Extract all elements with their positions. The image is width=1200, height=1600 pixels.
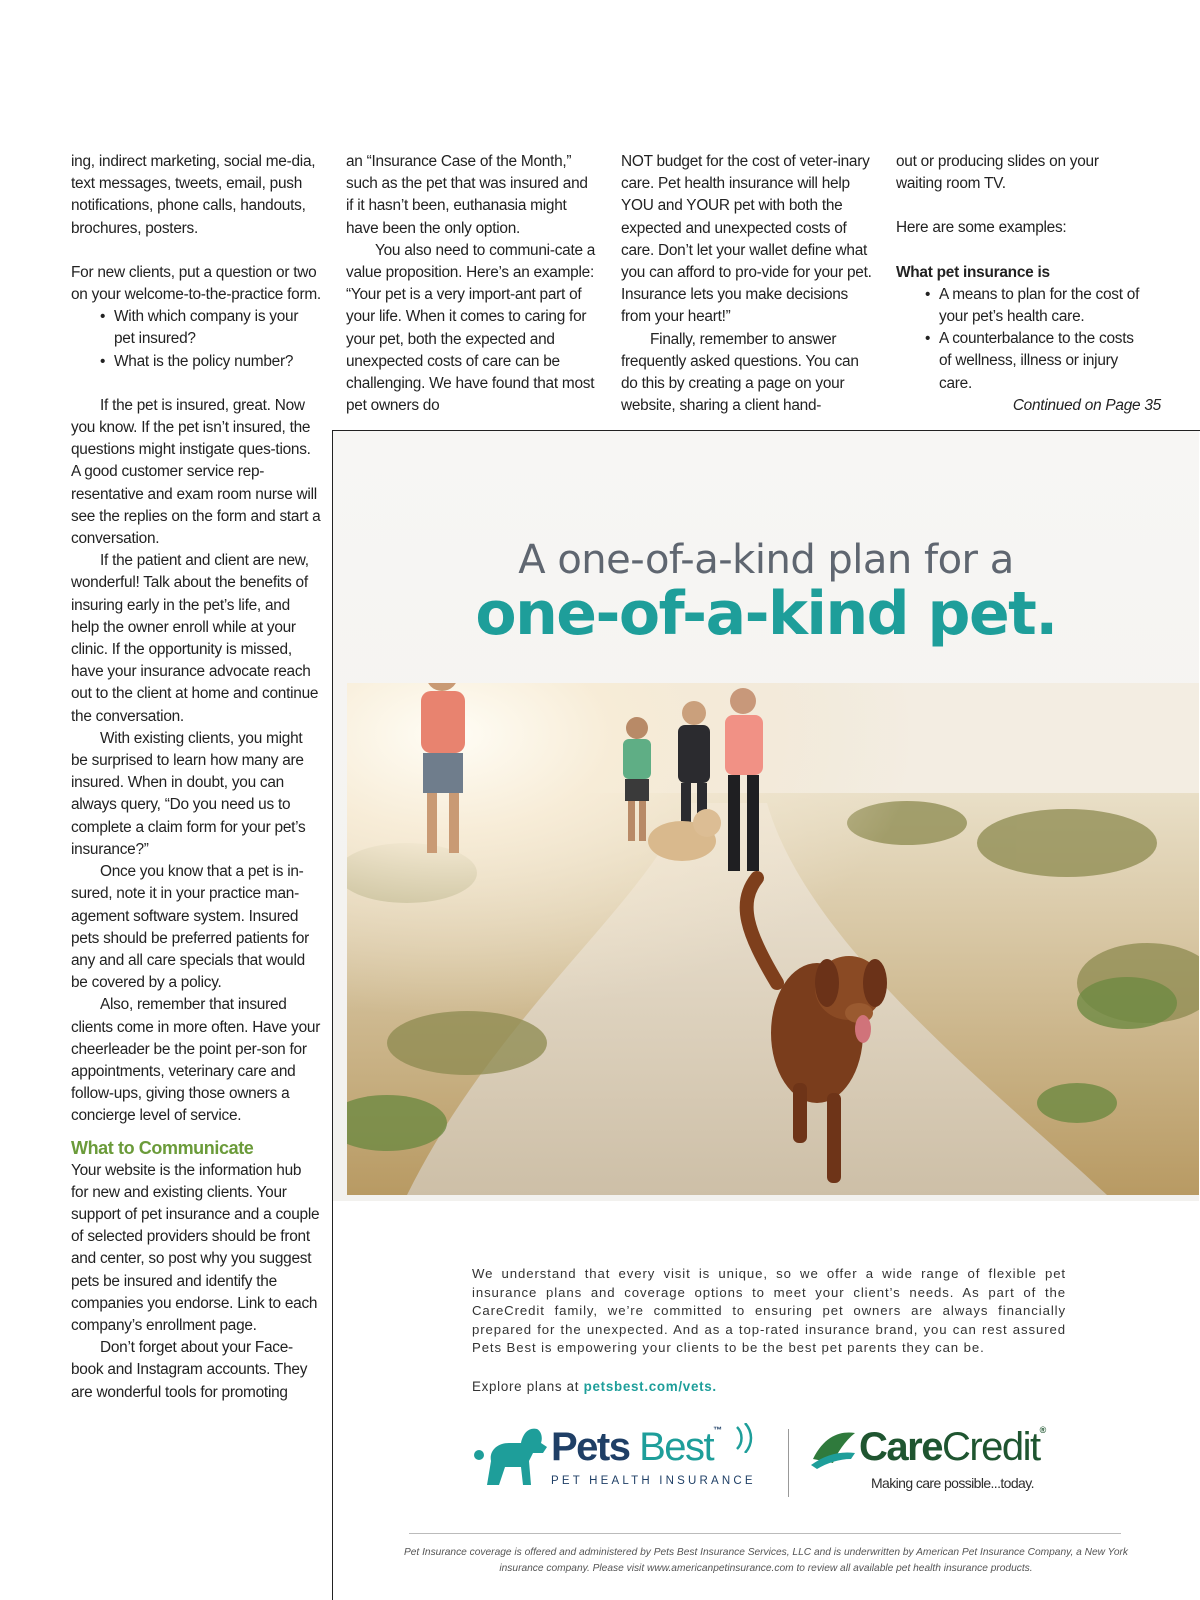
ad-headline-line-2: one-of-a-kind pet. — [475, 579, 1057, 649]
article-column-3 — [621, 151, 873, 417]
list-item: • What is the policy number? — [100, 351, 321, 373]
carecredit-wordmark — [859, 1425, 1045, 1470]
wordmark-pets: Pets — [551, 1425, 630, 1469]
trademark-symbol: ™ — [713, 1425, 721, 1435]
list-item: • With which company is your pet insured? — [100, 306, 321, 350]
bold-subheading: What pet insurance is — [896, 263, 1050, 281]
paragraph: For new clients, put a question or two on your welcome-to-the-practice form. — [71, 263, 321, 304]
explore-prefix: Explore plans at — [472, 1379, 584, 1394]
ad-body-copy: We understand that every visit is unique, so we offer a wide range of flexible pet insurance plans and coverage options to meet your client’s needs. As part of the CareCredit family, we’re committed to ensuring pet owners are always financially prepared for the unexpected. And as a top-rated insurance brand, you can rest assured Pets Best is empowering your clients to be the best pet parents they can be. — [472, 1266, 1066, 1356]
paragraph: With existing clients, you might be surprised to learn how many are insured. When in doubt, you can always query, “Do you need us to complete a claim form for your pet’s insurance?” — [71, 729, 306, 858]
examples-list — [896, 284, 1146, 395]
dog-silhouette-icon — [471, 1421, 549, 1491]
paragraph: Don’t forget about your Face-book and Instagram accounts. They are wonderful tools for promoting — [71, 1339, 308, 1401]
continued-link[interactable]: Continued on Page 35 — [1012, 396, 1161, 414]
wordmark-best: Best — [629, 1425, 714, 1469]
paragraph: ing, indirect marketing, social me-dia, text messages, tweets, email, push notifications, phone calls, handouts, brochures, posters. — [71, 153, 316, 237]
pets-best-advertisement — [332, 430, 1200, 1600]
wordmark-credit: Credit — [941, 1425, 1040, 1469]
article-column-2 — [346, 151, 598, 417]
section-heading: What to Communicate — [71, 1137, 254, 1158]
paragraph: If the patient and client are new, wonderful! Talk about the benefits of insuring early in the pet’s life, and help the owner enroll while at your clinic. If the opportunity is missed, have your insurance advocate reach out to the client at home and continue the conversation. — [71, 552, 319, 725]
list-item: • A means to plan for the cost of your pet’s health care. — [925, 284, 1146, 328]
paragraph: Your website is the information hub for new and existing clients. Your support of pet insurance and a couple of selected providers should be front and center, so post why you suggest pets be insured and identify the companies you endorse. Link to each company’s enrollment page. — [71, 1161, 320, 1334]
question-list — [71, 306, 321, 373]
carecredit-tagline: Making care possible...today. — [871, 1475, 1034, 1491]
paragraph: You also need to communi-cate a value proposition. Here’s an example: “Your pet is a very import-ant part of your life. When it comes to caring for your pet, both the expected and unexpected costs of care can be challenging. We have found that most pet owners do — [346, 241, 596, 415]
disclaimer-divider — [409, 1533, 1121, 1534]
paragraph: an “Insurance Case of the Month,” such as the pet that was insured and if it hasn’t been, euthanasia might have been the only option. — [346, 153, 588, 237]
paragraph: Once you know that a pet is in-sured, note it in your practice man-agement software system. Insured pets should be preferred patients for any and all care specials that would be covered by a policy. — [71, 863, 310, 992]
wordmark-care: Care — [859, 1425, 942, 1469]
registered-symbol: ® — [1039, 1425, 1045, 1435]
insurance-disclaimer: Pet Insurance coverage is offered and administered by Pets Best Insurance Services, LLC and is underwritten by American Pet Insurance Company, a New York insurance company. Please visit www.americanpetinsurance.com to review all available pet health insurance products. — [403, 1547, 1129, 1574]
sound-waves-icon — [733, 1423, 755, 1453]
pets-best-tagline: PET HEALTH INSURANCE — [551, 1475, 756, 1487]
pets-best-wordmark — [551, 1425, 721, 1470]
petsbest-url-link[interactable]: petsbest.com/vets. — [583, 1379, 717, 1394]
list-item: • A counterbalance to the costs of wellness, illness or injury care. — [925, 328, 1146, 395]
paragraph: If the pet is insured, great. Now you know. If the pet isn’t insured, the questions might instigate ques-tions. A good customer service rep-resentative and exam room nurse will see the replies on the form and start a conversation. — [71, 396, 321, 548]
paragraph: Finally, remember to answer frequently asked questions. You can do this by creating a page on your website, sharing a client hand- — [621, 330, 859, 415]
paragraph: NOT budget for the cost of veter-inary care. Pet health insurance will help YOU and YOUR pet with both the expected and unexpected costs of care. Don’t let your wallet define what you can afford to pro-vide for your pet. Insurance lets you make decisions from your heart!” — [621, 153, 872, 326]
ad-headline-line-1: A one-of-a-kind plan for a — [518, 537, 1014, 583]
family-walking-dog-photo — [347, 683, 1199, 1195]
explore-plans-line — [472, 1379, 717, 1394]
article-column-4 — [896, 151, 1161, 417]
paragraph: out or producing slides on your waiting room TV. — [896, 153, 1099, 193]
pets-best-logo[interactable] — [471, 1421, 761, 1493]
carecredit-leaf-icon — [811, 1429, 857, 1469]
logo-divider — [788, 1429, 789, 1497]
paragraph: Also, remember that insured clients come in more often. Have your cheerleader be the point per-son for appointments, veterinary care and follow-ups, giving those owners a concierge level of service. — [71, 996, 321, 1125]
carecredit-logo[interactable] — [811, 1425, 1071, 1495]
paragraph: Here are some examples: — [896, 219, 1067, 237]
article-column-1 — [71, 151, 321, 1404]
